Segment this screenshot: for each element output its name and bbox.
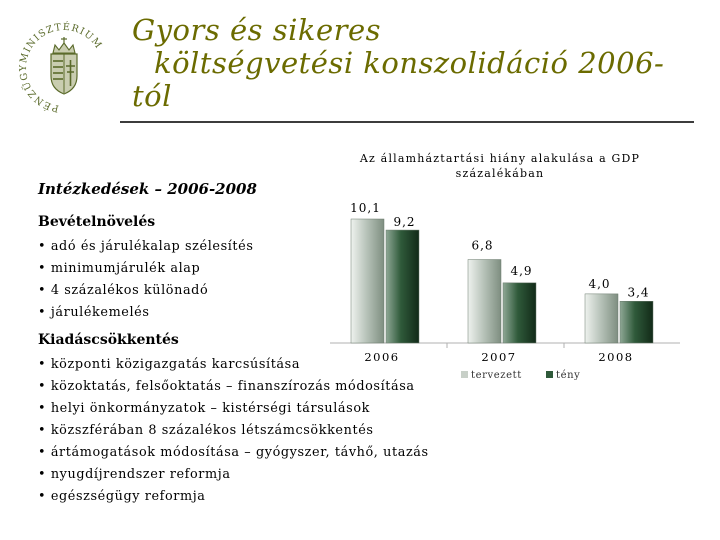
- bar-planned-2006: [351, 219, 384, 343]
- deficit-chart: [318, 146, 718, 390]
- bar-planned-2008: [585, 294, 618, 343]
- bar-actual-2006: [386, 230, 419, 343]
- data-label: 4,9: [510, 263, 533, 278]
- spending-heading: Kiadáscsökkentés: [38, 332, 179, 348]
- data-label: 10,1: [350, 201, 381, 215]
- legend-label: tervezett: [471, 370, 522, 381]
- legend-label: tény: [556, 370, 581, 381]
- list-item: • központi közigazgatás karcsúsítása: [38, 354, 429, 376]
- data-label: 9,2: [393, 215, 416, 230]
- data-label: 4,0: [588, 276, 611, 291]
- list-item: • helyi önkormányzatok – kistérségi társulások: [38, 398, 429, 420]
- x-tick-label: 2008: [598, 350, 634, 364]
- list-item: • közszférában 8 százalékos létszámcsökkentés: [38, 420, 429, 442]
- data-label: 3,4: [627, 285, 650, 300]
- revenue-list: [38, 236, 254, 324]
- list-item: • egészségügy reformja: [38, 486, 429, 508]
- list-item: • közoktatás, felsőoktatás – finanszírozás módosítása: [38, 376, 429, 398]
- list-item: • nyugdíjrendszer reformja: [38, 464, 429, 486]
- slide-title: [132, 14, 707, 113]
- list-item: • minimumjárulék alap: [38, 258, 254, 280]
- revenue-heading: Bevételnövelés: [38, 214, 156, 230]
- measures-subtitle: Intézkedések – 2006-2008: [38, 180, 257, 198]
- coat-of-arms-icon: [51, 37, 77, 94]
- bar-actual-2007: [503, 283, 536, 343]
- logo-text: PÉNZÜGYMINISZTÉRIUM: [18, 21, 105, 114]
- chart-title: Az államháztartási hiány alakulása a GDP: [359, 152, 641, 165]
- list-item: • adó és járulékalap szélesítés: [38, 236, 254, 258]
- title-underline: [120, 121, 694, 123]
- list-item: • járulékemelés: [38, 302, 254, 324]
- data-label: 6,8: [471, 238, 494, 253]
- title-line-3: tól: [132, 79, 172, 113]
- list-item: • 4 százalékos különadó: [38, 280, 254, 302]
- list-item: • ártámogatások módosítása – gyógyszer, távhő, utazás: [38, 442, 429, 464]
- bar-planned-2007: [468, 260, 501, 343]
- x-tick-label: 2007: [481, 350, 517, 364]
- bar-actual-2008: [620, 301, 653, 343]
- chart-title: százalékában: [455, 167, 545, 180]
- title-line-1: Gyors és sikeres: [132, 13, 382, 47]
- legend-swatch: [546, 371, 553, 378]
- legend-swatch: [461, 371, 468, 378]
- title-line-2: költségvetési konszolidáció 2006-: [154, 46, 665, 80]
- ministry-logo: [8, 12, 120, 124]
- x-tick-label: 2006: [364, 350, 400, 364]
